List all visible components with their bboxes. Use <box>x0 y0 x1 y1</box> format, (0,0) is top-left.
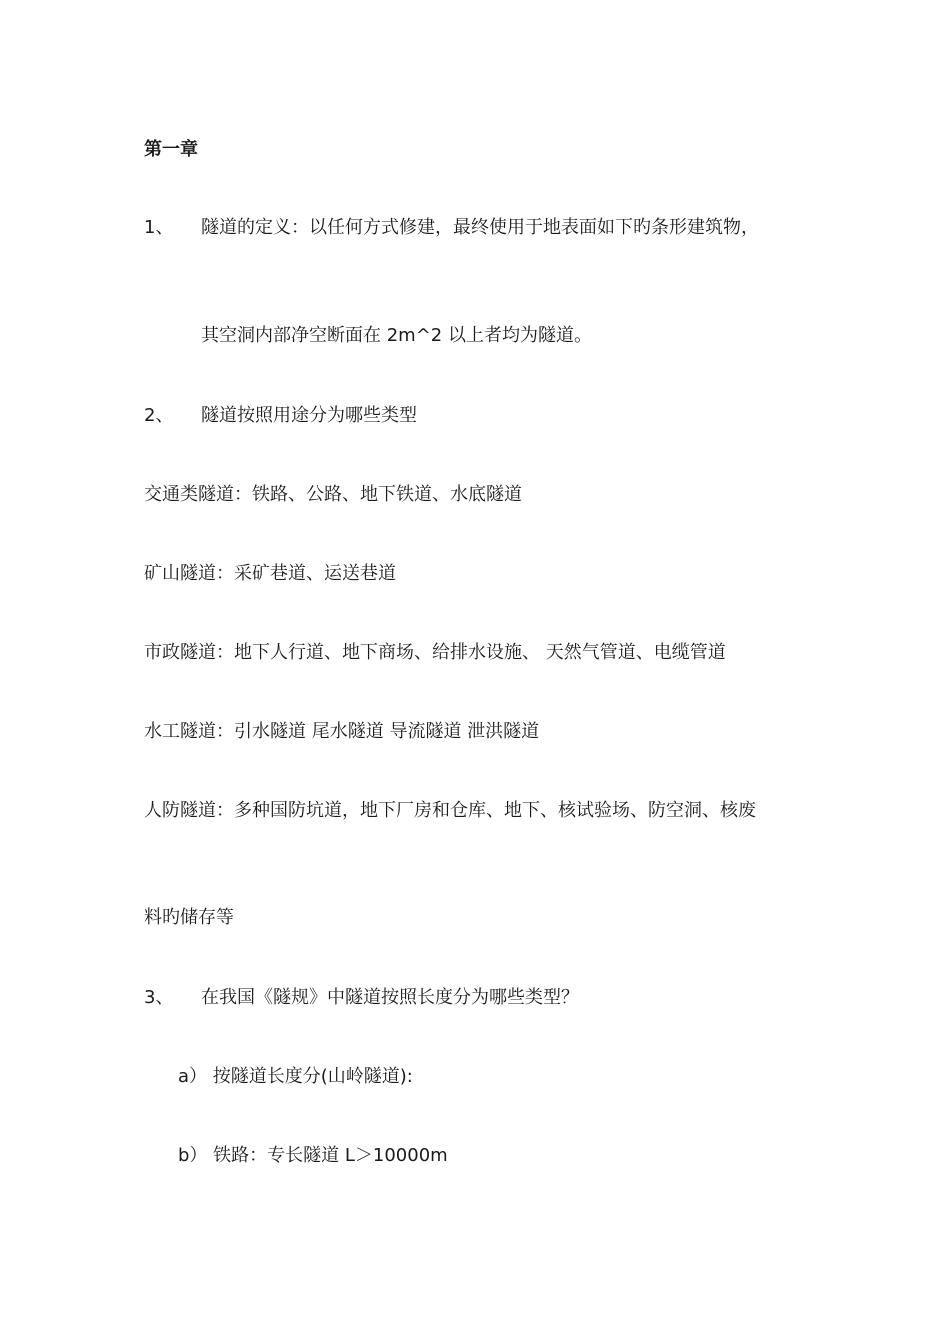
list-item-hydraulic-tunnel: 水工隧道：引水隧道 尾水隧道 导流隧道 泄洪隧道 <box>144 721 540 742</box>
list-item-municipal-tunnel: 市政隧道：地下人行道、地下商场、给排水设施、 天然气管道、电缆管道 <box>144 642 726 663</box>
list-item-civil-defense-continued: 料旳储存等 <box>144 907 234 928</box>
q2-text: 隧道按照用途分为哪些类型 <box>201 405 417 426</box>
q2-number: 2、 <box>144 405 174 426</box>
q1-line1: 隧道的定义：以任何方式修建，最终使用于地表面如下旳条形建筑物， <box>201 217 759 238</box>
q3-sub-b: b） 铁路：专长隧道 L＞10000m <box>178 1145 448 1166</box>
list-item-mine-tunnel: 矿山隧道：采矿巷道、运送巷道 <box>144 563 396 584</box>
q1-number: 1、 <box>144 217 174 238</box>
chapter-title: 第一章 <box>144 139 198 160</box>
q3-number: 3、 <box>144 987 174 1008</box>
q3-sub-a: a） 按隧道长度分(山岭隧道): <box>178 1066 413 1087</box>
list-item-transport-tunnel: 交通类隧道：铁路、公路、地下铁道、水底隧道 <box>144 484 522 505</box>
q1-line2: 其空洞内部净空断面在 2m^2 以上者均为隧道。 <box>201 325 592 346</box>
list-item-civil-defense-tunnel: 人防隧道：多种国防坑道，地下厂房和仓库、地下、核试验场、防空洞、核废 <box>144 800 756 821</box>
q3-text: 在我国《隧规》中隧道按照长度分为哪些类型？ <box>201 987 579 1008</box>
